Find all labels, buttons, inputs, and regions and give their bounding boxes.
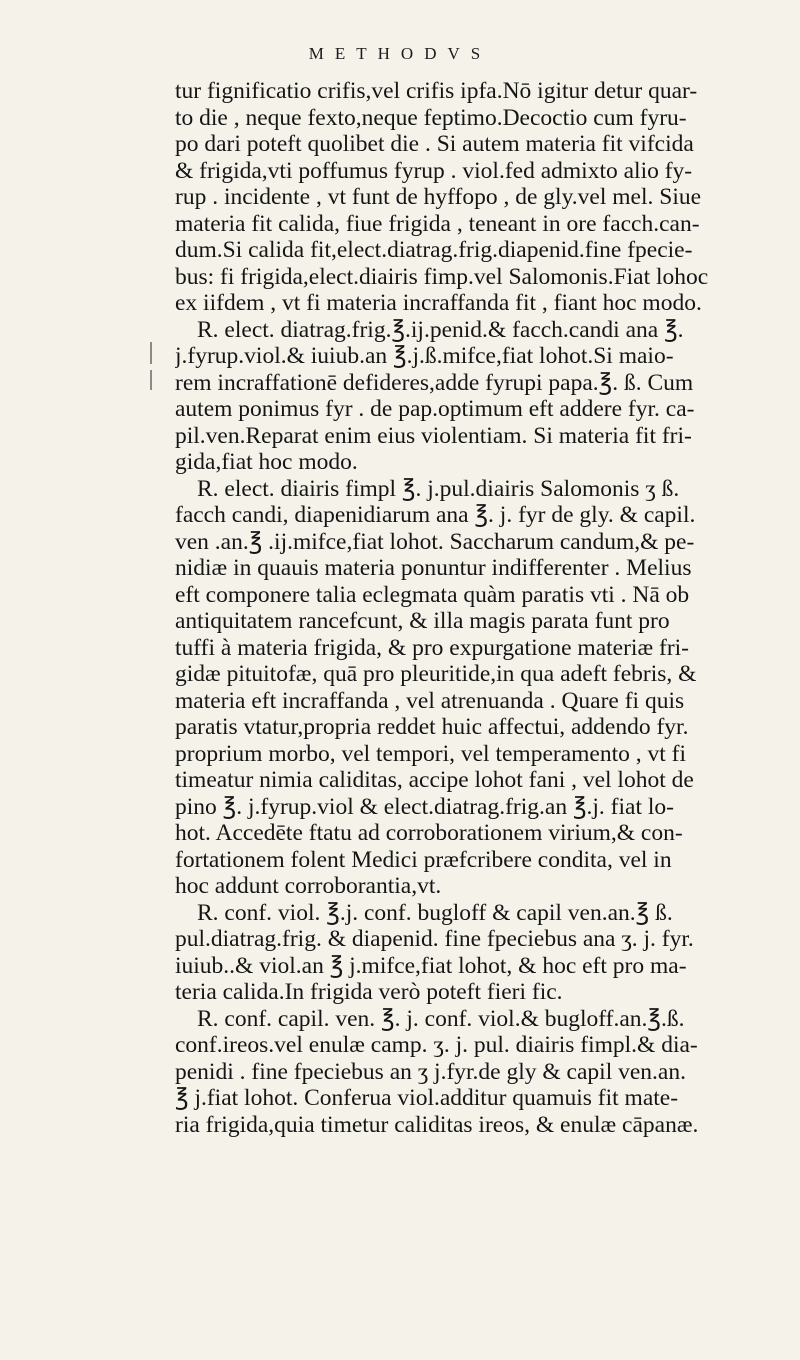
- text-line: materia eft incraffanda , vel atrenuanda . Quare fi quis: [175, 687, 685, 714]
- text-line: R. elect. diatrag.frig.℥.ij.penid.& facch.candi ana ℥.: [197, 316, 684, 343]
- text-line: ria frigida,quia timetur caliditas ireos, & enulæ cāpanæ.: [175, 1111, 699, 1138]
- text-line: to die , neque fexto,neque feptimo.Decoctio cum fyru-: [175, 104, 687, 131]
- text-line: conf.ireos.vel enulæ camp. ʒ. j. pul. diairis fimpl.& dia-: [175, 1032, 698, 1058]
- text-line: tuffi à materia frigida, & pro expurgatione materiæ fri-: [175, 634, 689, 661]
- text-line: facch candi, diapenidiarum ana ℥. j. fyr de gly. & capil.: [175, 502, 696, 528]
- text-line: pil.ven.Reparat enim eius violentiam. Si materia fit fri-: [175, 422, 692, 449]
- text-line: & frigida,vti poffumus fyrup . viol.fed admixto alio fy-: [175, 157, 693, 184]
- text-line: gidæ pituitofæ, quā pro pleuritide,in qua adeft febris, &: [175, 661, 697, 687]
- margin-mark: [150, 370, 152, 390]
- text-line: pino ℥. j.fyrup.viol & elect.diatrag.frig.an ℥.j. fiat lo-: [175, 793, 674, 820]
- text-line: bus: fi frigida,elect.diairis fimp.vel Salomonis.Fiat lohoc: [175, 263, 709, 290]
- text-line: nidiæ in quauis materia ponuntur indifferenter . Melius: [175, 555, 692, 581]
- text-line: antiquitatem rancefcunt, & illa magis parata funt pro: [175, 608, 670, 634]
- text-line: paratis vtatur,propria reddet huic affectui, addendo fyr.: [175, 714, 689, 740]
- text-line: hot. Accedēte ftatu ad corroborationem virium,& con-: [175, 820, 683, 846]
- text-line: autem ponimus fyr . de pap.optimum eft addere fyr. ca-: [175, 396, 695, 422]
- text-line: R. elect. diairis fimpl ℥. j.pul.diairis Salomonis ʒ ß.: [197, 475, 680, 502]
- text-line: rem incraffationē defideres,adde fyrupi papa.℥. ß. Cum: [175, 369, 694, 396]
- text-line: fortationem folent Medici præfcribere condita, vel in: [175, 846, 672, 873]
- text-line: R. conf. capil. ven. ℥. j. conf. viol.& bugloff.an.℥.ß.: [197, 1005, 685, 1032]
- running-header: METHODVS: [308, 44, 492, 63]
- text-line: materia fit calida, fiue frigida , teneant in ore facch.can-: [175, 210, 700, 237]
- text-line: teria calida.In frigida verò poteft fieri fic.: [175, 979, 563, 1005]
- text-line: tur fignificatio crifis,vel crifis ipfa.Nō igitur detur quar-: [175, 78, 698, 104]
- text-line: eft componere talia eclegmata quàm paratis vti . Nā ob: [175, 581, 690, 608]
- text-line: iuiub..& viol.an ℥ j.mifce,fiat lohot, & hoc eft pro ma-: [175, 952, 687, 979]
- text-line: j.fyrup.viol.& iuiub.an ℥.j.ß.mifce,fiat lohot.Si maio-: [175, 343, 674, 369]
- text-line: ℥ j.fiat lohot. Conferua viol.additur quamuis fit mate-: [175, 1085, 679, 1111]
- text-line: pul.diatrag.frig. & diapenid. fine fpeciebus ana ʒ. j. fyr.: [175, 926, 694, 952]
- body-text: [175, 78, 790, 1138]
- text-line: rup . incidente , vt funt de hyffopo , de gly.vel mel. Siue: [175, 184, 702, 210]
- text-line: ex iifdem , vt fi materia incraffanda fit , fiant hoc modo.: [175, 290, 702, 316]
- text-line: ven .an.℥ .ij.mifce,fiat lohot. Saccharum candum,& pe-: [175, 528, 695, 555]
- text-line: hoc addunt corroborantia,vt.: [175, 873, 442, 899]
- text-line: dum.Si calida fit,elect.diatrag.frig.diapenid.fine fpecie-: [175, 237, 693, 263]
- text-line: gida,fiat hoc modo.: [175, 449, 358, 475]
- text-line: timeatur nimia caliditas, accipe lohot fani , vel lohot de: [175, 767, 694, 793]
- text-line: R. conf. viol. ℥.j. conf. bugloff & capil ven.an.℥ ß.: [197, 899, 673, 926]
- text-line: penidi . fine fpeciebus an ʒ j.fyr.de gly & capil ven.an.: [175, 1058, 686, 1085]
- text-line: po dari poteft quolibet die . Si autem materia fit vifcida: [175, 131, 694, 157]
- margin-mark: [150, 342, 152, 364]
- text-line: proprium morbo, vel tempori, vel temperamento , vt fi: [175, 740, 686, 767]
